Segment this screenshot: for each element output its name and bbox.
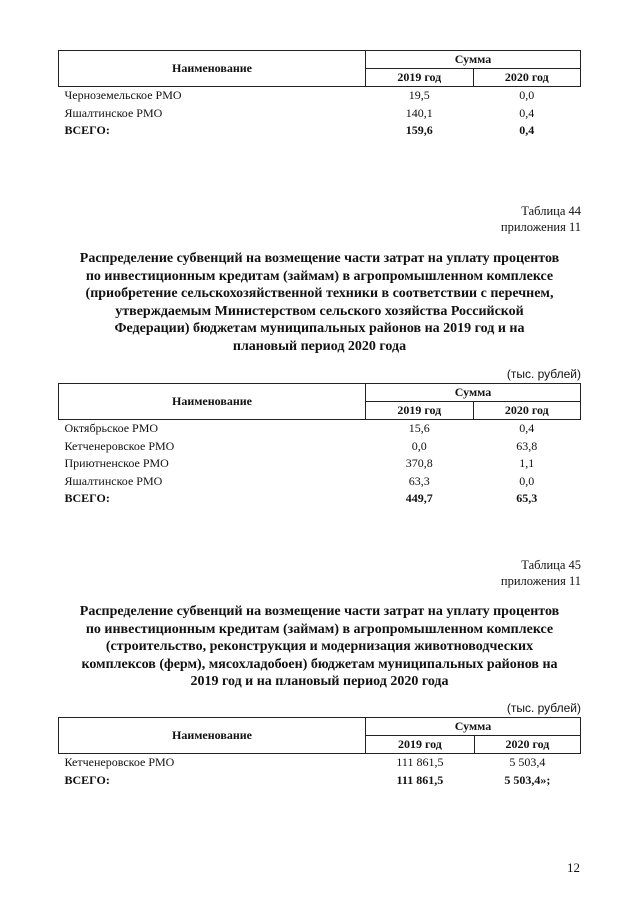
total-name: ВСЕГО: <box>64 772 110 787</box>
appendix-label: приложения 11 <box>500 220 581 234</box>
table-row <box>59 438 581 456</box>
header-year-2019: 2019 год <box>366 736 475 754</box>
row-2019: 15,6 <box>408 421 430 436</box>
table-row <box>59 105 581 123</box>
title-line: утверждаемым Министерством сельского хозяйства Российской <box>115 303 524 319</box>
header-name: Наименование <box>59 384 366 420</box>
row-2019: 63,3 <box>408 473 430 488</box>
row-2020: 63,8 <box>516 438 538 453</box>
row-2020: 5 503,4 <box>509 755 546 770</box>
table-row <box>59 420 581 438</box>
row-name: Кетченеровское РМО <box>64 755 175 770</box>
row-2020: 0,0 <box>519 88 535 103</box>
title-line: (приобретение сельскохозяйственной техники в соответствии с перечнем, <box>85 286 554 301</box>
total-2020: 5 503,4»; <box>504 772 551 787</box>
header-sum: Сумма <box>366 718 581 736</box>
title-line: 2019 год и на плановый период 2020 года <box>190 674 449 689</box>
row-2019: 370,8 <box>405 456 433 471</box>
table-44-caption <box>501 203 581 235</box>
header-year-2020: 2020 год <box>473 402 581 420</box>
table-45-caption <box>501 557 581 589</box>
title-line: Распределение субвенций на возмещение части затрат на уплату процентов <box>79 251 560 266</box>
header-sum: Сумма <box>366 384 581 402</box>
header-name: Наименование <box>59 51 366 87</box>
table-label: Таблица 44 <box>521 204 581 218</box>
title-line: плановый период 2020 года <box>232 338 407 354</box>
row-2019: 0,0 <box>411 438 427 453</box>
total-name: ВСЕГО: <box>64 123 110 138</box>
row-name: Яшалтинское РМО <box>64 473 163 488</box>
total-row <box>59 772 581 790</box>
header-name: Наименование <box>59 718 366 754</box>
row-2019: 111 861,5 <box>396 755 444 770</box>
table-45 <box>58 717 581 789</box>
table-row <box>59 754 581 772</box>
row-2020: 0,4 <box>519 105 535 120</box>
row-2020: 1,1 <box>519 456 535 471</box>
row-2019: 19,5 <box>408 88 430 103</box>
table-row <box>59 87 581 105</box>
title-line: комплексов (ферм), мясохладобоен) бюджетам муниципальных районов на <box>81 656 558 672</box>
section-45-title <box>58 603 581 691</box>
total-row <box>59 122 581 140</box>
total-2020: 0,4 <box>519 123 535 138</box>
row-2020: 0,4 <box>519 421 535 436</box>
row-name: Кетченеровское РМО <box>64 438 175 453</box>
row-name: Октябрьское РМО <box>64 421 159 436</box>
table-top <box>58 50 581 140</box>
title-line: Распределение субвенций на возмещение части затрат на уплату процентов <box>79 604 560 619</box>
section-44-title <box>58 250 581 355</box>
total-2019: 159,6 <box>405 123 433 138</box>
header-year-2020: 2020 год <box>473 69 581 87</box>
appendix-label: приложения 11 <box>500 574 581 588</box>
total-2020: 65,3 <box>516 491 538 506</box>
row-name: Яшалтинское РМО <box>64 105 163 120</box>
table-row <box>59 473 581 491</box>
units-label: (тыс. рублей) <box>506 367 581 381</box>
total-row <box>59 490 581 508</box>
row-2019: 140,1 <box>405 105 433 120</box>
header-sum: Сумма <box>366 51 581 69</box>
table-row <box>59 455 581 473</box>
header-year-2020: 2020 год <box>474 736 580 754</box>
total-2019: 449,7 <box>405 491 433 506</box>
title-line: Федерации) бюджетам муниципальных районов на 2019 год и на <box>114 321 525 336</box>
header-year-2019: 2019 год <box>366 69 474 87</box>
row-name: Приютненское РМО <box>64 456 169 471</box>
total-2019: 111 861,5 <box>396 772 444 787</box>
row-2020: 0,0 <box>519 473 535 488</box>
total-name: ВСЕГО: <box>64 491 110 506</box>
title-line: по инвестиционным кредитам (займам) в агропромышленном комплексе <box>85 268 554 284</box>
header-year-2019: 2019 год <box>366 402 474 420</box>
title-line: по инвестиционным кредитам (займам) в агропромышленном комплексе <box>85 621 554 637</box>
page-number: 12 <box>567 860 580 875</box>
units-label: (тыс. рублей) <box>506 701 581 715</box>
table-44 <box>58 383 581 508</box>
row-name: Черноземельское РМО <box>64 88 182 103</box>
title-line: (строительство, реконструкция и модернизация животноводческих <box>105 639 534 654</box>
table-label: Таблица 45 <box>521 558 581 572</box>
